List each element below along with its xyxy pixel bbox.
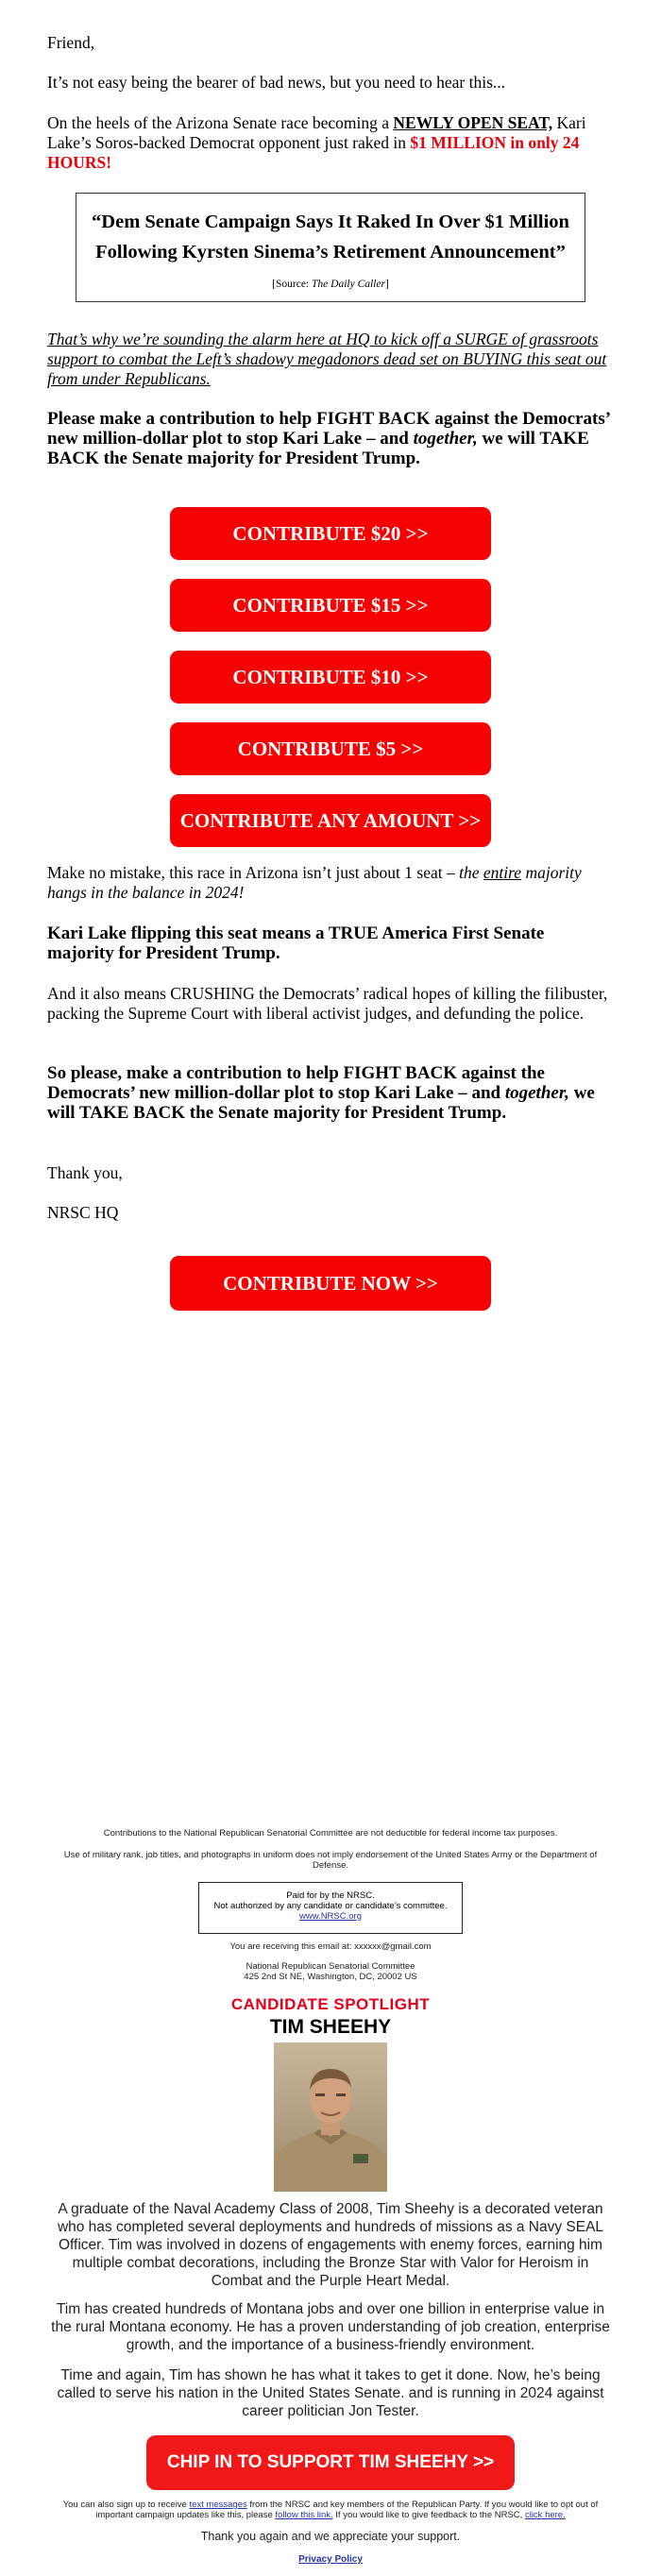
- org-name: National Republican Senatorial Committee: [246, 1961, 415, 1972]
- greeting: Friend,: [47, 33, 95, 52]
- paid-by: Paid for by the NRSC.: [286, 1890, 375, 1901]
- opt-out-link[interactable]: follow this link.: [275, 2510, 333, 2520]
- closing-thanks: Thank you again and we appreciate your support.: [200, 2530, 461, 2543]
- feedback-link[interactable]: click here.: [524, 2510, 566, 2520]
- bio-paragraph-2: Tim has created hundreds of Montana jobs and over one billion in enterprise value in the rural Montana economy. He has a proven understanding of job creation, enterprise growth, and the importance of a business-friendly environment.: [51, 2301, 610, 2353]
- privacy-policy-link[interactable]: Privacy Policy: [298, 2554, 363, 2565]
- mistake-paragraph: Make no mistake, this race in Arizona isn’t just about 1 seat – the entire majority hangs in the balance in 2024!: [47, 863, 582, 902]
- bio-paragraph-1: A graduate of the Naval Academy Class of 2008, Tim Sheehy is a decorated veteran who has completed several deployments and hundreds of missions as a Navy SEAL Officer. Tim was involved in dozens of engagements with enemy forces, earning him multiple combat decorations, including the Bronze Star with Valor for Heroism in Combat and the Purple Heart Medal.: [57, 2201, 604, 2289]
- crushing-paragraph: And it also means CRUSHING the Democrats’ radical hopes of killing the filibuster, packing the Supreme Court with liberal activist judges, and defunding the police.: [47, 984, 608, 1023]
- news-paragraph: On the heels of the Arizona Senate race becoming a NEWLY OPEN SEAT, Kari Lake’s Soros-backed Democrat opponent just raked in $1 MILLION in only 24 HOURS!: [47, 113, 586, 172]
- org-address: 425 2nd St NE, Washington, DC, 20002 US: [244, 1972, 417, 1982]
- nrsc-site-link[interactable]: www.NRSC.org: [299, 1911, 362, 1922]
- bio-paragraph-3: Time and again, Tim has shown he has what it takes to get it done. Now, he’s being called to serve his nation in the United States Senate. and is running in 2024 against career politician Jon Tester.: [57, 2367, 604, 2419]
- alarm-paragraph: That’s why we’re sounding the alarm here at HQ to kick off a SURGE of grassroots support to combat the Left’s shadowy megadonors dead set on BUYING this seat out from under Republicans.: [47, 330, 607, 388]
- open-seat-highlight: NEWLY OPEN SEAT,: [393, 113, 553, 132]
- contribute-now-button[interactable]: CONTRIBUTE NOW >>: [170, 1256, 491, 1311]
- military-disclaimer: Use of military rank, job titles, and photographs in uniform does not imply endorsement of the United States Army or the Department of Defense.: [63, 1850, 598, 1871]
- tax-disclaimer: Contributions to the National Republican Senatorial Committee are not deductible for federal income tax purposes.: [103, 1828, 558, 1839]
- contribute-10-button[interactable]: CONTRIBUTE $10 >>: [170, 651, 491, 703]
- contribute-20-button[interactable]: CONTRIBUTE $20 >>: [170, 507, 491, 560]
- appeal-paragraph-2: So please, make a contribution to help FIGHT BACK against the Democrats’ new million-dollar plot to stop Kari Lake – and together, we will TAKE BACK the Senate majority for President Trump.: [47, 1063, 595, 1123]
- contribute-15-button[interactable]: CONTRIBUTE $15 >>: [170, 579, 491, 632]
- contribute-5-button[interactable]: CONTRIBUTE $5 >>: [170, 722, 491, 775]
- not-authorized: Not authorized by any candidate or candidate’s committee.: [213, 1901, 448, 1911]
- flip-paragraph: Kari Lake flipping this seat means a TRUE America First Senate majority for President Trump.: [47, 924, 545, 963]
- receiving-email: You are receiving this email at: xxxxxx@gmail.com: [229, 1941, 432, 1952]
- candidate-name: TIM SHEEHY: [269, 2016, 392, 2038]
- quote-headline: “Dem Senate Campaign Says It Raked In Over $1 Million Following Kyrsten Sinema’s Retirement Announcement”: [92, 212, 569, 263]
- text-messages-link[interactable]: text messages: [189, 2500, 247, 2510]
- appeal-paragraph: Please make a contribution to help FIGHT BACK against the Democrats’ new million-dollar plot to stop Kari Lake – and together, we will TAKE BACK the Senate majority for President Trump.: [47, 409, 610, 468]
- quote-source: [Source: The Daily Caller]: [272, 279, 389, 290]
- paid-for-box: [198, 1882, 463, 1934]
- support-sheehy-button[interactable]: CHIP IN TO SUPPORT TIM SHEEHY >>: [146, 2435, 515, 2490]
- candidate-photo: [274, 2042, 387, 2192]
- legal-text: You can also sign up to receive text messages from the NRSC and key members of the Republican Party. If you would like to opt out of important campaign updates like this, please follow this link. If you would like to give feedback to the NRSC, click here.: [62, 2500, 599, 2520]
- signature: NRSC HQ: [47, 1203, 119, 1222]
- spotlight-heading: CANDIDATE SPOTLIGHT: [230, 1995, 431, 2013]
- contribute-any-amount-button[interactable]: CONTRIBUTE ANY AMOUNT >>: [170, 794, 491, 847]
- news-quote-box: [76, 193, 585, 302]
- intro-paragraph: It’s not easy being the bearer of bad news, but you need to hear this...: [47, 73, 506, 92]
- million-highlight: $1 MILLION in only 24 HOURS!: [47, 133, 580, 172]
- sign-off: Thank you,: [47, 1163, 123, 1182]
